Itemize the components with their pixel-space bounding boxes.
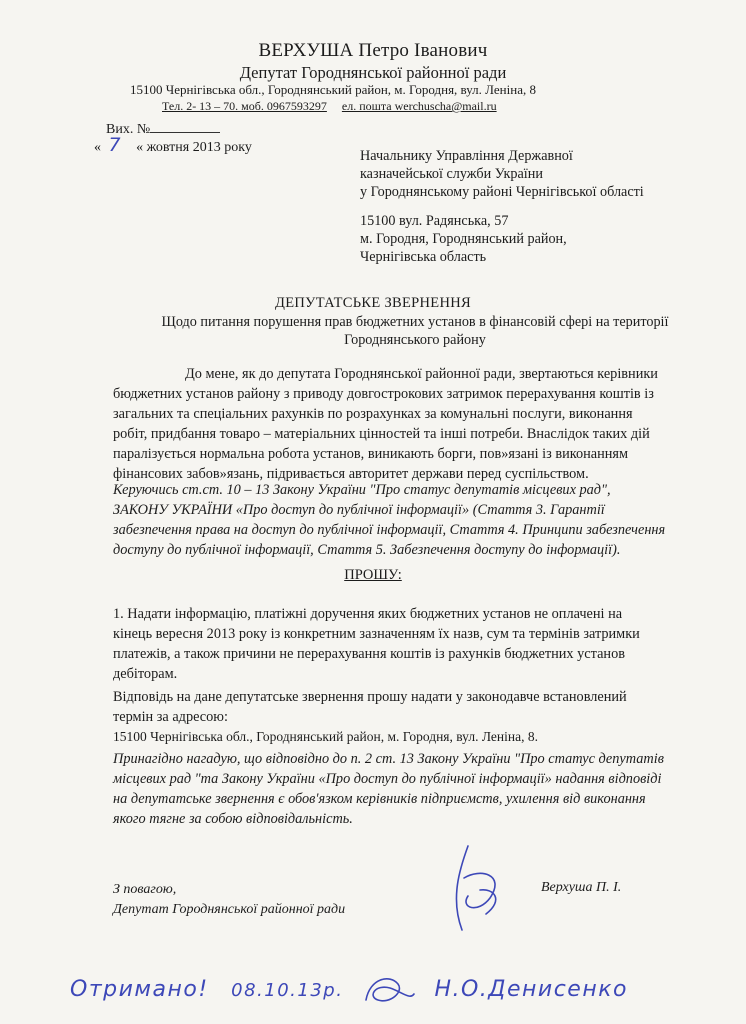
paragraph-line: на депутатське звернення є обов'язком керівників підприємств, ухилення від виконання bbox=[113, 791, 646, 807]
paragraph-line: платежів, а також причини не перерахування коштів із рахунків бюджетних установ bbox=[113, 646, 625, 662]
paragraph-line: забезпечення права на доступ до публічної інформації, Стаття 4. Принципи забезпечення bbox=[113, 522, 666, 538]
paragraph-line: Керуючись ст.ст. 10 – 13 Закону України "Про статус депутатів місцевих рад", bbox=[113, 482, 611, 498]
author-name: ВЕРХУША Петро Іванович bbox=[258, 40, 488, 61]
paragraph-line: робіт, придбання товаро – матеріальних цінностей та інші потреби. Внаслідок таких дій bbox=[113, 426, 650, 442]
recipient-line: казначейської служби України bbox=[360, 166, 543, 182]
signer-name: Верхуша П. І. bbox=[541, 880, 622, 895]
author-title: Депутат Городнянської районної ради bbox=[239, 63, 507, 82]
paragraph-line: кінець вересня 2013 року із конкретним зазначенням їх назв, сум та термінів затримки bbox=[113, 626, 640, 642]
recipient-address-line: м. Городня, Городнянський район, bbox=[360, 231, 567, 247]
recipient-address bbox=[360, 212, 567, 266]
handwritten-day: 7 bbox=[108, 134, 121, 156]
paragraph-line: Принагідно нагадую, що відповідно до п. 2 ст. 13 Закону України "Про статус депутатів bbox=[113, 751, 664, 767]
author-address: 15100 Чернігівська обл., Городнянський район, м. Городня, вул. Леніна, 8 bbox=[130, 82, 536, 97]
author-contacts bbox=[162, 99, 497, 114]
recipient-line: Начальнику Управління Державної bbox=[360, 148, 573, 164]
document-subject bbox=[140, 313, 690, 349]
received-note bbox=[70, 970, 628, 1010]
document-title: ДЕПУТАТСЬКЕ ЗВЕРНЕННЯ bbox=[275, 295, 471, 311]
paragraph-3-request bbox=[113, 604, 693, 684]
paragraph-1 bbox=[113, 364, 693, 484]
paragraph-line: фінансових забов»язань, підривається авторитет держави перед суспільством. bbox=[113, 466, 589, 482]
received-date: 08.10.13р. bbox=[231, 980, 344, 1001]
paragraph-line: місцевих рад "та Закону України «Про доступ до публічної інформації» надання відповіді bbox=[113, 771, 662, 787]
reply-address: 15100 Чернігівська обл., Городнянський район, м. Городня, вул. Леніна, 8. bbox=[113, 729, 538, 744]
subject-line: Городнянського району bbox=[344, 332, 486, 348]
paragraph-5-reminder bbox=[113, 749, 693, 829]
outgoing-number-line bbox=[150, 120, 220, 133]
paragraph-line: ЗАКОНУ УКРАЇНИ «Про доступ до публічної інформації» (Стаття 3. Гарантії bbox=[113, 502, 605, 518]
received-label: Отримано! bbox=[70, 977, 209, 1002]
date-prefix: « bbox=[94, 140, 101, 155]
received-signature-icon bbox=[360, 970, 418, 1010]
received-by-name: Н.О.Денисенко bbox=[434, 977, 628, 1002]
paragraph-line: якого тягне за собою відповідальність. bbox=[113, 811, 353, 827]
recipient-line: у Городнянському районі Чернігівської області bbox=[360, 184, 644, 200]
paragraph-line: Відповідь на дане депутатське звернення прошу надати у законодавче встановлений bbox=[113, 689, 627, 705]
paragraph-4-reply bbox=[113, 687, 693, 747]
paragraph-line: паралізується нормальна робота установ, виникають борги, пов»язані із виконанням bbox=[113, 446, 629, 462]
outgoing-date bbox=[94, 134, 252, 156]
date-rest: « жовтня 2013 року bbox=[136, 140, 252, 155]
paragraph-line: бюджетних установ району з приводу довгострокових затримок перерахування коштів із bbox=[113, 386, 654, 402]
subject-line: Щодо питання порушення прав бюджетних установ в фінансовій сфері на території bbox=[161, 314, 669, 330]
paragraph-line: загальних та спеціальних рахунків по розрахунках за комунальні послуги, виконання bbox=[113, 406, 633, 422]
outgoing-number-label: Вих. № bbox=[106, 122, 151, 137]
closing-regards: З повагою, bbox=[113, 882, 177, 897]
recipient-block bbox=[360, 147, 644, 201]
paragraph-2-legal-basis bbox=[113, 480, 693, 560]
recipient-address-line: Чернігівська область bbox=[360, 249, 487, 265]
paragraph-line: термін за адресою: bbox=[113, 709, 228, 725]
recipient-address-line: 15100 вул. Радянська, 57 bbox=[360, 213, 509, 229]
paragraph-line: До мене, як до депутата Городнянської районної ради, звертаються керівники bbox=[185, 366, 658, 382]
signature-icon bbox=[420, 838, 530, 938]
closing-position: Депутат Городнянської районної ради bbox=[113, 902, 346, 917]
paragraph-line: дебіторам. bbox=[113, 666, 178, 682]
author-email: ел. пошта werchuscha@mail.ru bbox=[341, 99, 497, 113]
author-phone: Тел. 2- 13 – 70. моб. 0967593297 bbox=[162, 99, 327, 113]
paragraph-line: доступу до публічної інформації, Стаття 5. Забезпечення доступу до інформації). bbox=[113, 542, 621, 558]
closing-block bbox=[113, 880, 345, 920]
request-heading: ПРОШУ: bbox=[344, 567, 402, 583]
paragraph-line: 1. Надати інформацію, платіжні доручення яких бюджетних установ не оплачені на bbox=[113, 606, 623, 622]
